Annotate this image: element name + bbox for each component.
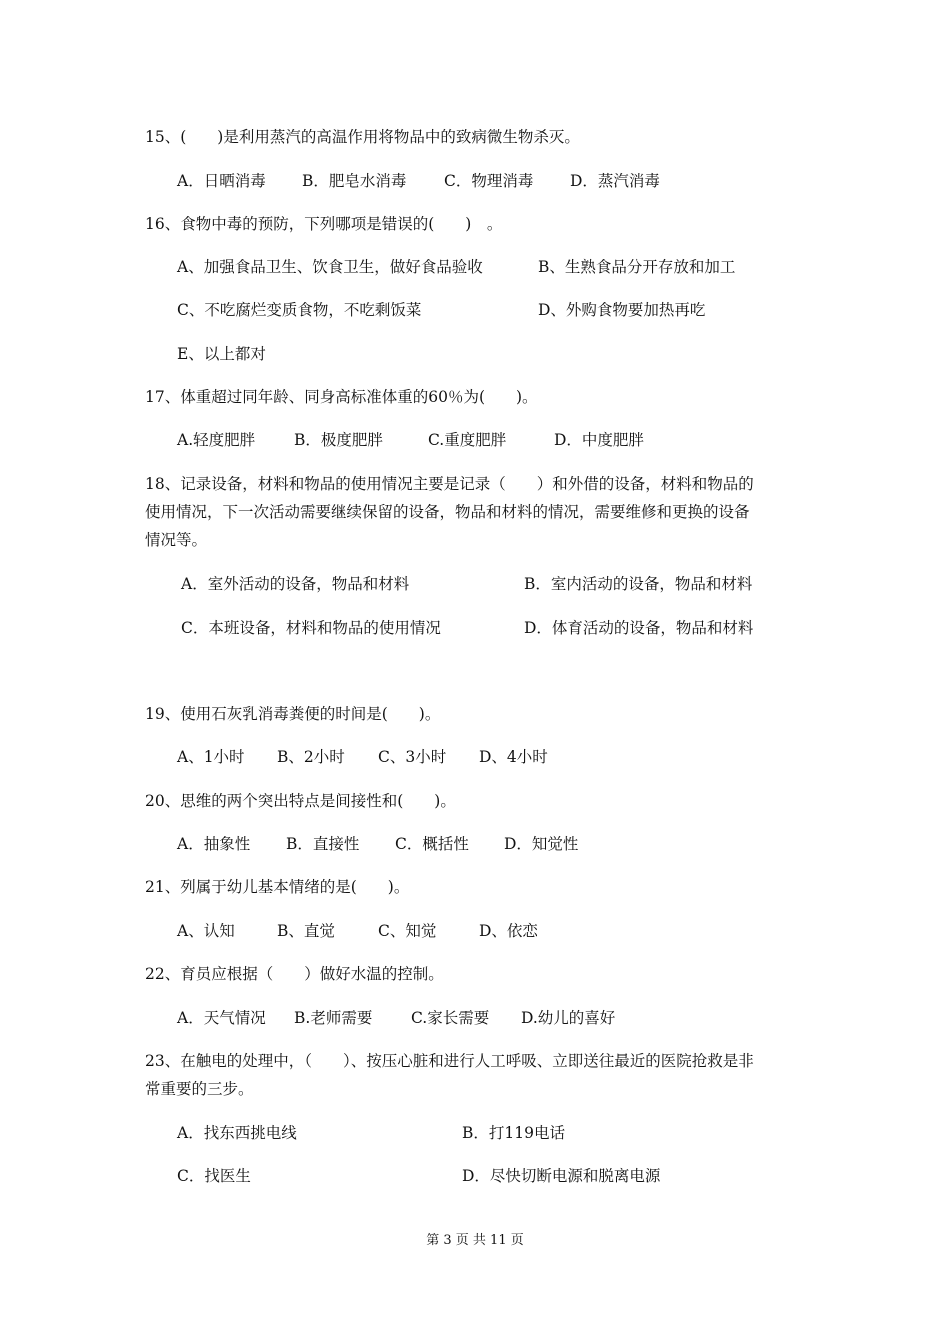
q18-option-a: A．室外活动的设备，物品和材料 bbox=[181, 575, 410, 593]
q16-option-e: E、以上都对 bbox=[177, 345, 266, 363]
q23-option-c: C．找医生 bbox=[177, 1167, 251, 1185]
q16-option-c: C、不吃腐烂变质食物，不吃剩饭菜 bbox=[177, 301, 422, 319]
q19-option-c: C、3小时 bbox=[378, 748, 447, 766]
q21-option-c: C、知觉 bbox=[378, 922, 437, 940]
q15-option-c: C．物理消毒 bbox=[444, 172, 534, 190]
q16-option-a: A、加强食品卫生、饮食卫生，做好食品验收 bbox=[177, 258, 483, 276]
q19-option-a: A、1小时 bbox=[177, 748, 245, 766]
question-23-line-1: 23、在触电的处理中，（ ）、按压心脏和进行人工呼吸、立即送往最近的医院抢救是非 bbox=[145, 1052, 754, 1070]
question-15: 15、( )是利用蒸汽的高温作用将物品中的致病微生物杀灭。 bbox=[145, 128, 580, 146]
question-18-line-1: 18、记录设备，材料和物品的使用情况主要是记录（ ）和外借的设备，材料和物品的 bbox=[145, 475, 754, 493]
question-18-line-3: 情况等。 bbox=[145, 531, 208, 549]
q20-option-a: A．抽象性 bbox=[177, 835, 251, 853]
q21-option-b: B、直觉 bbox=[277, 922, 335, 940]
q21-option-d: D、依恋 bbox=[479, 922, 538, 940]
q17-option-d: D．中度肥胖 bbox=[554, 431, 644, 449]
q20-option-b: B．直接性 bbox=[286, 835, 360, 853]
question-16: 16、食物中毒的预防，下列哪项是错误的( ) 。 bbox=[145, 215, 503, 233]
q18-option-d: D．体育活动的设备，物品和材料 bbox=[524, 619, 754, 637]
q17-option-b: B．极度肥胖 bbox=[294, 431, 383, 449]
q16-option-d: D、外购食物要加热再吃 bbox=[538, 301, 706, 319]
q21-option-a: A、认知 bbox=[177, 922, 235, 940]
page-footer: 第 3 页 共 11 页 bbox=[426, 1233, 524, 1248]
q22-option-a: A．天气情况 bbox=[177, 1009, 266, 1027]
q22-option-c: C.家长需要 bbox=[411, 1009, 490, 1027]
q19-option-d: D、4小时 bbox=[479, 748, 548, 766]
q16-option-b: B、生熟食品分开存放和加工 bbox=[538, 258, 736, 276]
q20-option-d: D．知觉性 bbox=[504, 835, 579, 853]
q17-option-c: C.重度肥胖 bbox=[428, 431, 507, 449]
question-19: 19、使用石灰乳消毒粪便的时间是( )。 bbox=[145, 705, 441, 723]
q22-option-d: D.幼儿的喜好 bbox=[521, 1009, 616, 1027]
q23-option-a: A．找东西挑电线 bbox=[177, 1124, 297, 1142]
question-21: 21、列属于幼儿基本情绪的是( )。 bbox=[145, 878, 410, 896]
q18-option-b: B．室内活动的设备，物品和材料 bbox=[524, 575, 753, 593]
q23-option-b: B．打119电话 bbox=[462, 1124, 565, 1142]
question-17: 17、体重超过同年龄、同身高标准体重的60％为( )。 bbox=[145, 388, 538, 406]
q20-option-c: C．概括性 bbox=[395, 835, 469, 853]
q19-option-b: B、2小时 bbox=[277, 748, 345, 766]
q22-option-b: B.老师需要 bbox=[294, 1009, 373, 1027]
q23-option-d: D．尽快切断电源和脱离电源 bbox=[462, 1167, 661, 1185]
question-23-line-2: 常重要的三步。 bbox=[145, 1080, 254, 1098]
q17-option-a: A.轻度肥胖 bbox=[177, 431, 256, 449]
q18-option-c: C．本班设备，材料和物品的使用情况 bbox=[181, 619, 441, 637]
q15-option-a: A．日晒消毒 bbox=[177, 172, 266, 190]
question-20: 20、思维的两个突出特点是间接性和( )。 bbox=[145, 792, 456, 810]
question-18-line-2: 使用情况，下一次活动需要继续保留的设备，物品和材料的情况，需要维修和更换的设备 bbox=[145, 503, 750, 521]
q15-option-d: D．蒸汽消毒 bbox=[570, 172, 660, 190]
question-22: 22、育员应根据（ ）做好水温的控制。 bbox=[145, 965, 444, 983]
q15-option-b: B．肥皂水消毒 bbox=[302, 172, 407, 190]
